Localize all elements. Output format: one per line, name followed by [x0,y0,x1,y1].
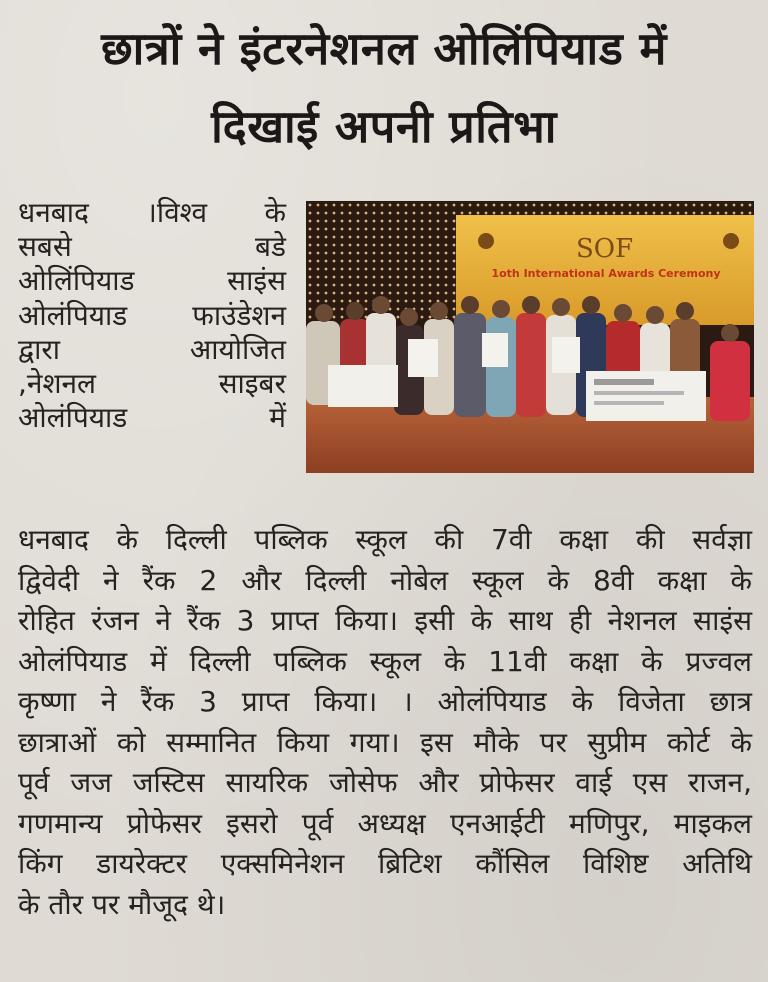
body-line: धनबाद के दिल्ली पब्लिक स्कूल की 7वी कक्षा की सर्वज्ञा [18,523,752,556]
headline-line-2: दिखाई अपनी प्रतिभा [211,100,557,153]
headline-line-1: छात्रों ने इंटरनेशनल ओलिंपियाड में [101,22,667,75]
article-column-text [18,196,286,435]
body-line: रोहित रंजन ने रैंक 3 प्राप्त किया। इसी के साथ ही नेशनल साइंस [18,604,752,637]
column-line: ओलिंपियाड साइंस [18,264,286,298]
banner-caption: 1oth International Awards Ceremony [491,267,721,280]
body-line: छात्राओं को सम्मानित किया गया। इस मौके पर सुप्रीम कोर्ट के [18,725,752,759]
body-line: पूर्व जज जस्टिस सायरिक जोसेफ और प्रोफेसर वाई एस राजन, [18,766,752,799]
article-body [18,520,752,925]
column-line: ओलंपियाड फाउंडेशन [18,298,286,332]
column-line: ओलंपियाड में [18,401,286,435]
sof-logo: SOF [576,234,634,264]
body-line: कृष्णा ने रैंक 3 प्राप्त किया। । ओलंपियाड के विजेता छात्र [18,685,752,718]
body-line: गणमान्य प्रोफेसर इसरो पूर्व अध्यक्ष एनआईटी मणिपुर, माइकल [18,806,752,840]
column-line: धनबाद ।विश्व के [18,196,286,229]
column-line: द्वारा आयोजित [18,332,286,366]
award-ceremony-illustration [306,201,754,473]
body-line: किंग डायरेक्टर एक्समिनेशन ब्रिटिश कौंसिल विशिष्ट अतिथि [18,847,752,880]
body-line: के तौर पर मौजूद थे। [18,887,226,921]
column-line: ,नेशनल साइबर [18,367,286,401]
award-ceremony-photo [306,201,754,473]
body-line: ओलंपियाड में दिल्ली पब्लिक स्कूल के 11वी कक्षा के प्रज्वल [18,644,752,678]
body-line: द्विवेदी ने रैंक 2 और दिल्ली नोबेल स्कूल के 8वी कक्षा के [18,563,752,597]
column-line: सबसे बडे [18,230,286,264]
